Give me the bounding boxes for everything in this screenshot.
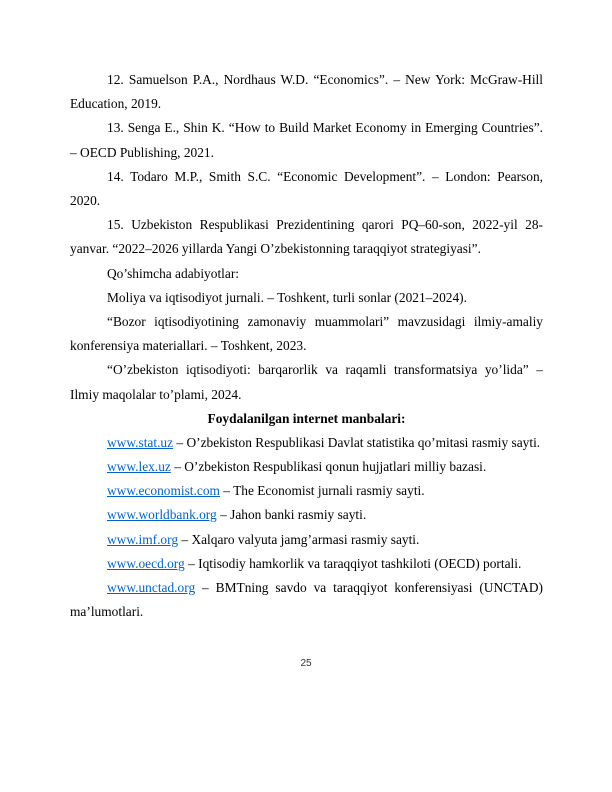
link-description: – Jahon banki rasmiy sayti. [216, 507, 367, 523]
internet-source-item [70, 528, 543, 552]
reference-item: 12. Samuelson P.A., Nordhaus W.D. “Economics”. – New York: McGraw-Hill Education, 2019. [70, 72, 543, 112]
link-description: – O’zbekiston Respublikasi qonun hujjatlari milliy bazasi. [170, 459, 487, 475]
internet-source-item [70, 576, 543, 624]
additional-literature-item: “Bozor iqtisodiyotining zamonaviy muammolari” mavzusidagi ilmiy-amaliy konferensiya materiallari. – Toshkent, 2023. [70, 314, 543, 354]
unctad-link[interactable]: www.unctad.org [107, 580, 196, 596]
internet-source-item [70, 455, 543, 479]
link-description: – BMTning savdo va taraqqiyot konferensiyasi (UNCTAD) ma’lumotlari. [70, 580, 543, 620]
oecd-link[interactable]: www.oecd.org [107, 555, 185, 571]
imf-link[interactable]: www.imf.org [107, 531, 179, 547]
link-description: – O’zbekiston Respublikasi Davlat statistika qo’mitasi rasmiy sayti. [173, 434, 541, 450]
internet-source-item [70, 503, 543, 527]
economist-link[interactable]: www.economist.com [107, 483, 220, 499]
internet-source-item [70, 431, 543, 455]
link-description: – The Economist jurnali rasmiy sayti. [219, 483, 425, 499]
additional-literature-item: Moliya va iqtisodiyot jurnali. – Toshkent, turli sonlar (2021–2024). [107, 289, 467, 305]
additional-literature-title: Qo’shimcha adabiyotlar: [107, 265, 240, 281]
reference-item: 15. Uzbekiston Respublikasi Prezidentining qarori PQ–60-son, 2022-yil 28-yanvar. “2022–2026 yillarda Yangi O’zbekistonning taraqqiyot strategiyasi”. [70, 217, 543, 257]
stat-uz-link[interactable]: www.stat.uz [107, 434, 174, 450]
page-number: 25 [300, 658, 312, 669]
additional-literature-item: “O’zbekiston iqtisodiyoti: barqarorlik va raqamli transformatsiya yo’lida” – Ilmiy maqolalar to’plami, 2024. [70, 362, 543, 402]
worldbank-link[interactable]: www.worldbank.org [107, 507, 217, 523]
reference-item: 13. Senga E., Shin K. “How to Build Market Economy in Emerging Countries”. – OECD Publishing, 2021. [70, 120, 543, 160]
link-description: – Xalqaro valyuta jamg’armasi rasmiy sayti. [178, 531, 420, 547]
internet-source-item [70, 479, 543, 503]
link-description: – Iqtisodiy hamkorlik va taraqqiyot tashkiloti (OECD) portali. [184, 555, 522, 571]
internet-source-item [70, 552, 543, 576]
document-page [70, 68, 543, 624]
reference-item: 14. Todaro M.P., Smith S.C. “Economic Development”. – London: Pearson, 2020. [70, 168, 543, 209]
internet-sources-heading: Foydalanilgan internet manbalari: [207, 410, 406, 426]
lex-uz-link[interactable]: www.lex.uz [107, 459, 171, 475]
